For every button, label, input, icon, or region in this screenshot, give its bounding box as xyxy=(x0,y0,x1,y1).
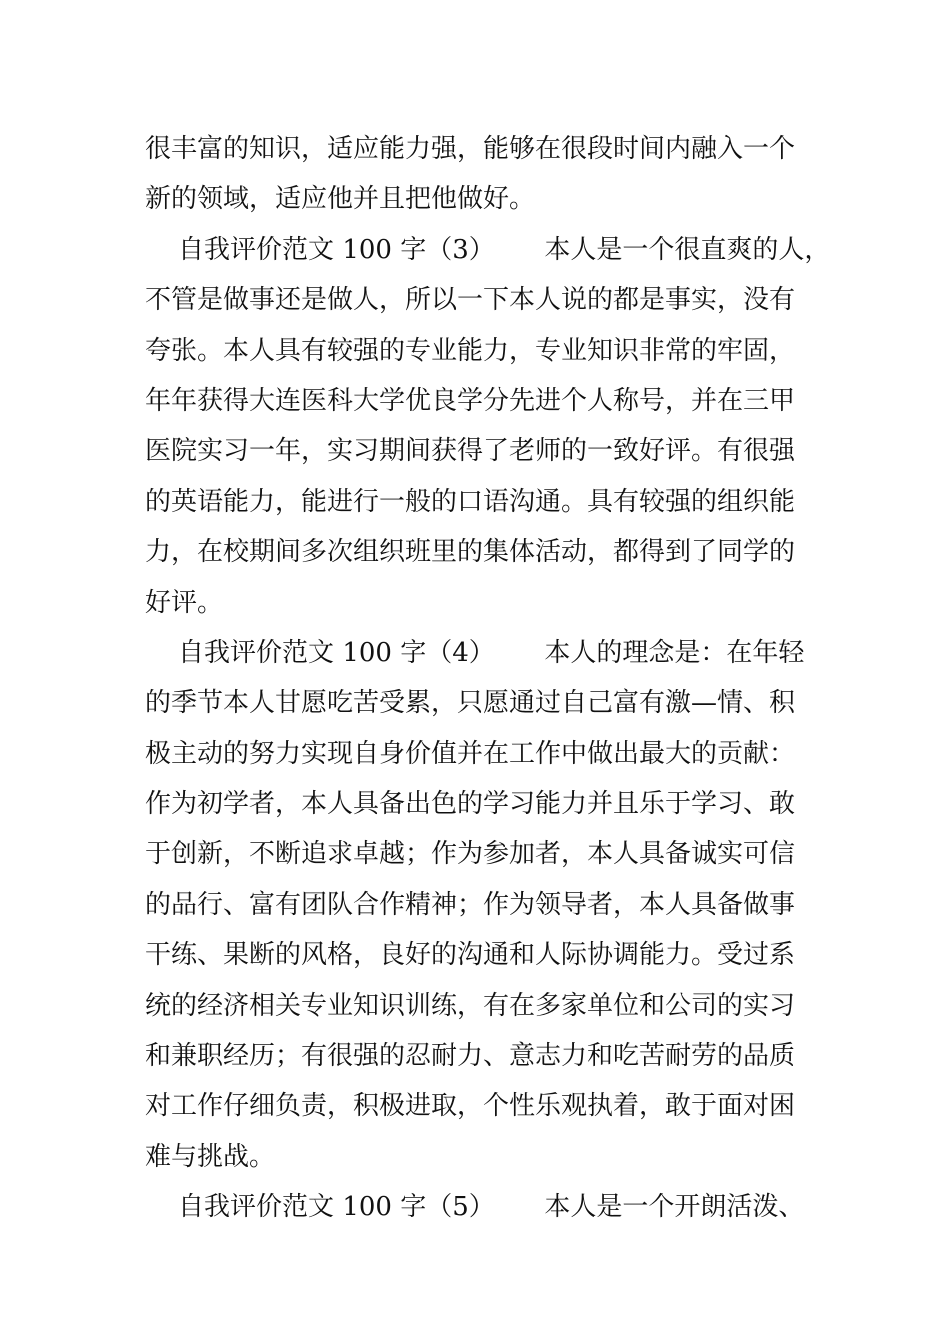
text-line: 新的领域，适应他并且把他做好。 xyxy=(145,184,536,215)
text-line: 的品行、富有团队合作精神；作为领导者，本人具备做事 xyxy=(145,889,796,920)
section-heading-line: 自我评价范文 100 字（3） 本人是一个很直爽的人， xyxy=(145,234,831,265)
text-line: 不管是做事还是做人，所以一下本人说的都是事实，没有 xyxy=(145,285,796,316)
text-line: 夸张。本人具有较强的专业能力，专业知识非常的牢固， xyxy=(145,335,796,366)
text-line: 干练、果断的风格，良好的沟通和人际协调能力。受过系 xyxy=(145,940,796,971)
section-heading-line: 自我评价范文 100 字（5） 本人是一个开朗活泼、 xyxy=(145,1192,805,1223)
text-line: 医院实习一年，实习期间获得了老师的一致好评。有很强 xyxy=(145,436,796,467)
text-line: 极主动的努力实现自身价值并在工作中做出最大的贡献： xyxy=(145,738,796,769)
text-line: 年年获得大连医科大学优良学分先进个人称号，并在三甲 xyxy=(145,385,796,416)
text-line: 的季节本人甘愿吃苦受累，只愿通过自己富有激—情、积 xyxy=(145,688,796,719)
text-line: 好评。 xyxy=(145,587,224,618)
text-line: 力，在校期间多次组织班里的集体活动，都得到了同学的 xyxy=(145,537,796,568)
text-line: 于创新，不断追求卓越；作为参加者，本人具备诚实可信 xyxy=(145,839,796,870)
text-line: 和兼职经历；有很强的忍耐力、意志力和吃苦耐劳的品质 xyxy=(145,1041,796,1072)
text-line: 难与挑战。 xyxy=(145,1141,276,1172)
text-line: 很丰富的知识，适应能力强，能够在很段时间内融入一个 xyxy=(145,134,796,164)
text-line: 对工作仔细负责，积极进取，个性乐观执着，敢于面对困 xyxy=(145,1091,796,1122)
text-line: 的英语能力，能进行一般的口语沟通。具有较强的组织能 xyxy=(145,486,796,517)
text-line: 作为初学者，本人具备出色的学习能力并且乐于学习、敢 xyxy=(145,789,796,820)
section-heading-line: 自我评价范文 100 字（4） 本人的理念是：在年轻 xyxy=(145,637,805,668)
text-line: 统的经济相关专业知识训练，有在多家单位和公司的实习 xyxy=(145,990,796,1021)
document-body xyxy=(145,124,831,1233)
